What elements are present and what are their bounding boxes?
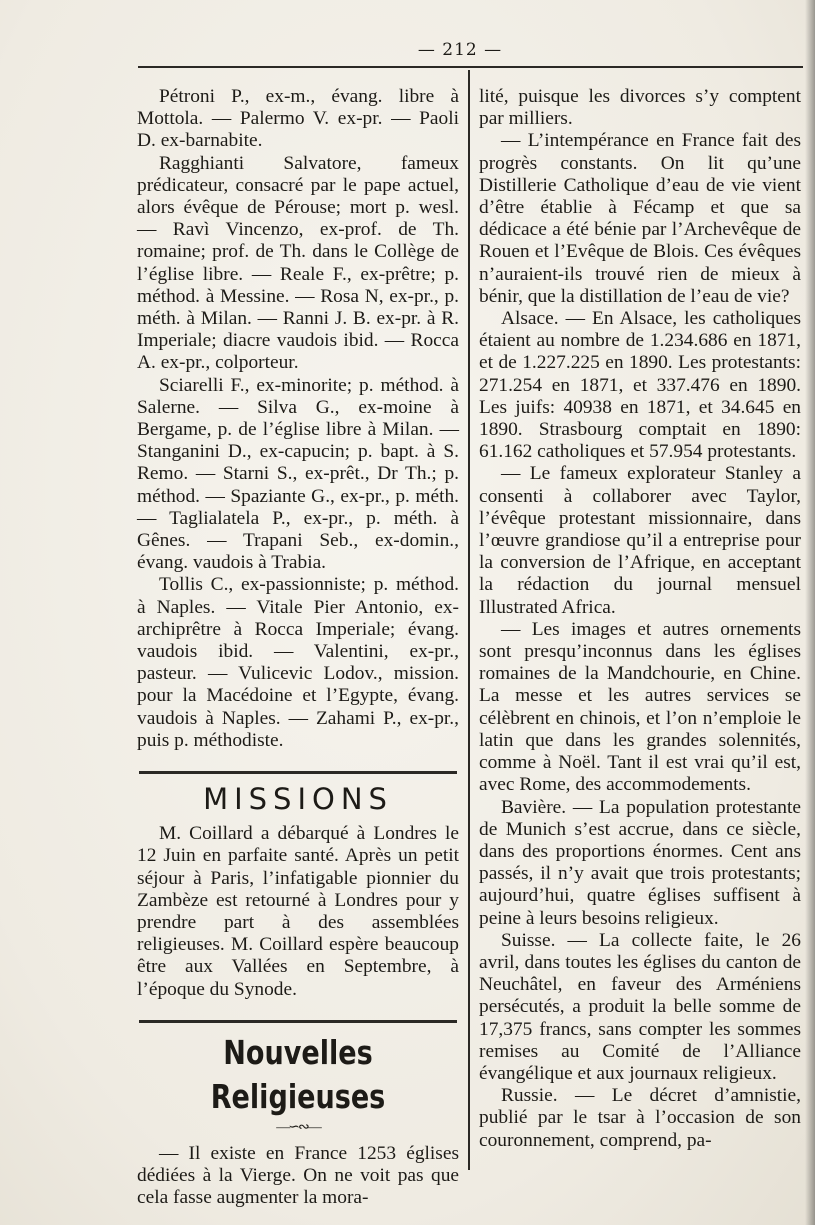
left-column [137,86,459,1209]
paragraph: — L’intempérance en France fait des progrès constants. On lit qu’une Distillerie Catholique d’eau de vie vient d’être établie à Fécamp et que sa dédicace a été bénie par l’Archevêque de Rouen et l’Evêque de Blois. Ces évêques n’auraient-ils trouvé rien de mieux à bénir, que la distillation de l’eau de vie? [479,130,801,307]
paragraph-suisse: Suisse. — La collecte faite, le 26 avril, dans toutes les églises du canton de Neuchâtel, en faveur des Arméniens persécutés, a produit la belle somme de 17,375 francs, sans compter les sommes remises au Comité de l’Alliance évangélique et aux journaux religieux. [479,929,801,1084]
paragraph: Ragghianti Salvatore, fameux prédicateur, consacré par le pape actuel, alors évêque de Pérouse; mort p. wesl. — Ravì Vincenzo, ex-prof. de Th. romaine; prof. de Th. dans le Collège de l’église libre. — Reale F., ex-prêtre; p. méthod. à Messine. — Rosa N, ex-pr., p. méth. à Milan. — Ranni J. B. ex-pr. à R. Imperiale; diacre vaudois ibid. — Rocca A. ex-pr., colporteur. [137,152,459,374]
page-edge-shadow [805,0,815,1225]
page-number: — 212 — [417,40,503,60]
paragraph: Sciarelli F., ex-minorite; p. méthod. à Salerne. — Silva G., ex-moine à Bergame, p. de l’église libre à Milan. — Stanganini D., ex-capucin; p. bapt. à S. Remo. — Starni S., ex-prêt., Dr Th.; p. méthod. — Spaziante G., ex-pr., p. méth. — Taglialatela P., ex-pr., p. méth. à Gênes. — Trapani Seb., ex-domin., évang. vaudois à Trabia. [137,374,459,574]
missions-heading: MISSIONS [203,782,393,817]
paragraph: lité, puisque les divorces s’y comptent par milliers. [479,86,801,130]
right-column [479,86,801,1152]
section-divider [139,771,457,774]
paragraph: — Le fameux explorateur Stanley a consenti à collaborer avec Taylor, l’évêque protestant missionnaire, dans l’œuvre grandiose qu’il a entreprise pour la conversion de l’Afrique, en acceptant la rédaction du journal mensuel Illustrated Africa. [479,463,801,618]
nouvelles-heading: Nouvelles Religieuses [210,1032,386,1116]
paragraph-alsace: Alsace. — En Alsace, les catholiques étaient au nombre de 1.234.686 en 1871, et de 1.227.225 en 1890. Les protestants: 271.254 en 1871, et 337.476 en 1890. Les juifs: 40938 en 1871, et 34.645 en 1890. Strasbourg comptait en 1890: 61.162 catholiques et 57.954 protestants. [479,308,801,463]
paragraph-russie: Russie. — Le décret d’amnistie, publié par le tsar à l’occasion de son couronnement, comprend, pa- [479,1085,801,1151]
nouvelles-paragraph: — Il existe en France 1253 églises dédiées à la Vierge. On ne voit pas que cela fasse augmenter la mora- [137,1142,459,1209]
section-divider [139,1020,457,1023]
ornament: —∽∾— [276,1119,320,1135]
column-divider [468,70,470,1170]
paragraph-baviere: Bavière. — La population protestante de Munich s’est accrue, dans ce siècle, dans des proportions énormes. Cent ans passés, il n’y avait que trois protestants; aujourd’hui, quatre églises suffisent à peine à leurs besoins religieux. [479,796,801,929]
paragraph: Tollis C., ex-passionniste; p. méthod. à Naples. — Vitale Pier Antonio, ex-archiprêtre à Rocca Imperiale; évang. vaudois ibid. — Valentini, ex-pr., pasteur. — Vulicevic Lodov., mission. pour la Macédoine et l’Egypte, évang. vaudois à Naples. — Zahami P., ex-pr., puis p. méthodiste. [137,574,459,751]
paragraph: — Les images et autres ornements sont presqu’inconnus dans les églises romaines de la Mandchourie, en Chine. La messe et les autres services se célèbrent en chinois, et l’on n’emploie le latin que dans les grandes solennités, comme à Noël. Tant il est vrai qu’il est, avec Rome, des accommodements. [479,618,801,796]
missions-paragraph: M. Coillard a débarqué à Londres le 12 Juin en parfaite santé. Après un petit séjour à Paris, l’infatigable pionnier du Zambèze est retourné à Londres pour y prendre part à des assemblées religieuses. M. Coillard espère beaucoup être aux Vallées en Septembre, à l’époque du Synode. [137,823,459,1000]
header-rule [138,66,803,68]
paragraph: Pétroni P., ex-m., évang. libre à Mottola. — Palermo V. ex-pr. — Paoli D. ex-barnabite. [137,86,459,152]
